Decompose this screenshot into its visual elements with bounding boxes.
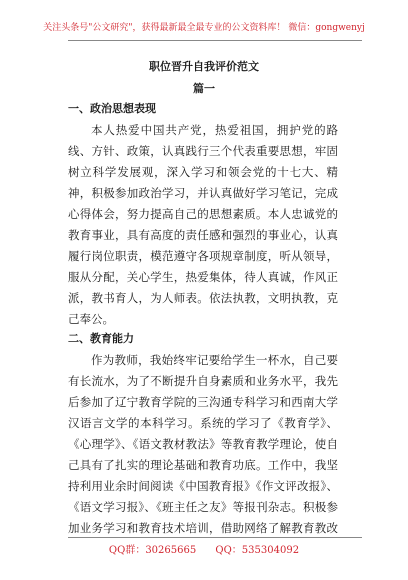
section-heading-political: 一、政治思想表现 [68, 102, 156, 115]
part-title: 篇一 [193, 82, 215, 95]
footer [0, 541, 408, 556]
header-note: 关注头条号"公文研究"，获得最新最全最专业的公文资料库！ 微信：gongwenyj [43, 23, 365, 33]
document-title: 职位晋升自我评价范文 [149, 60, 259, 73]
footer-qq-group: QQ群：30265665 [108, 545, 197, 556]
section-paragraph-political: 本人热爱中国共产党，热爱祖国，拥护党的路线、方针、政策，认真践行三个代表重要思想，牢固树立科学发展观，深入学习和领会党的十七大、精神，积极参加政治学习，并认真做好学习笔记，完成心得体会，努力提高自己的思想素质。本人忠诚党的教育事业，具有高度的责任感和强烈的事业心，认真履行岗位职责，模范遵守各项规章制度，听从领导，服从分配，关心学生，热爱集体，待人真诚，作风正派，教书育人，为人师表。依法执教，文明执教，克己奉公。 [68, 123, 338, 326]
footer-divider [68, 537, 362, 538]
footer-qq: QQ：535304092 [215, 545, 300, 556]
section-paragraph-teaching: 作为教师，我始终牢记要给学生一杯水，自己要有长流水，为了不断提升自身素质和业务水平，我先后参加了辽宁教育学院的三沟通专科学习和西南大学汉语言文学的本科学习。系统的学习了《教育学》、《心理学》、《语文教材教法》等教育教学理论，使自己具有了扎实的理论基础和教育功底。工作中，我坚持利用业余时间阅读《中国教育报》《作文评改报》、《语文学习报》、《班主任之友》等报刊杂志。积极参加业务学习和教育技术培训，借助网络了解教育教改 [68, 353, 338, 535]
header-divider [68, 40, 362, 41]
section-heading-teaching: 二、教育能力 [68, 332, 134, 345]
